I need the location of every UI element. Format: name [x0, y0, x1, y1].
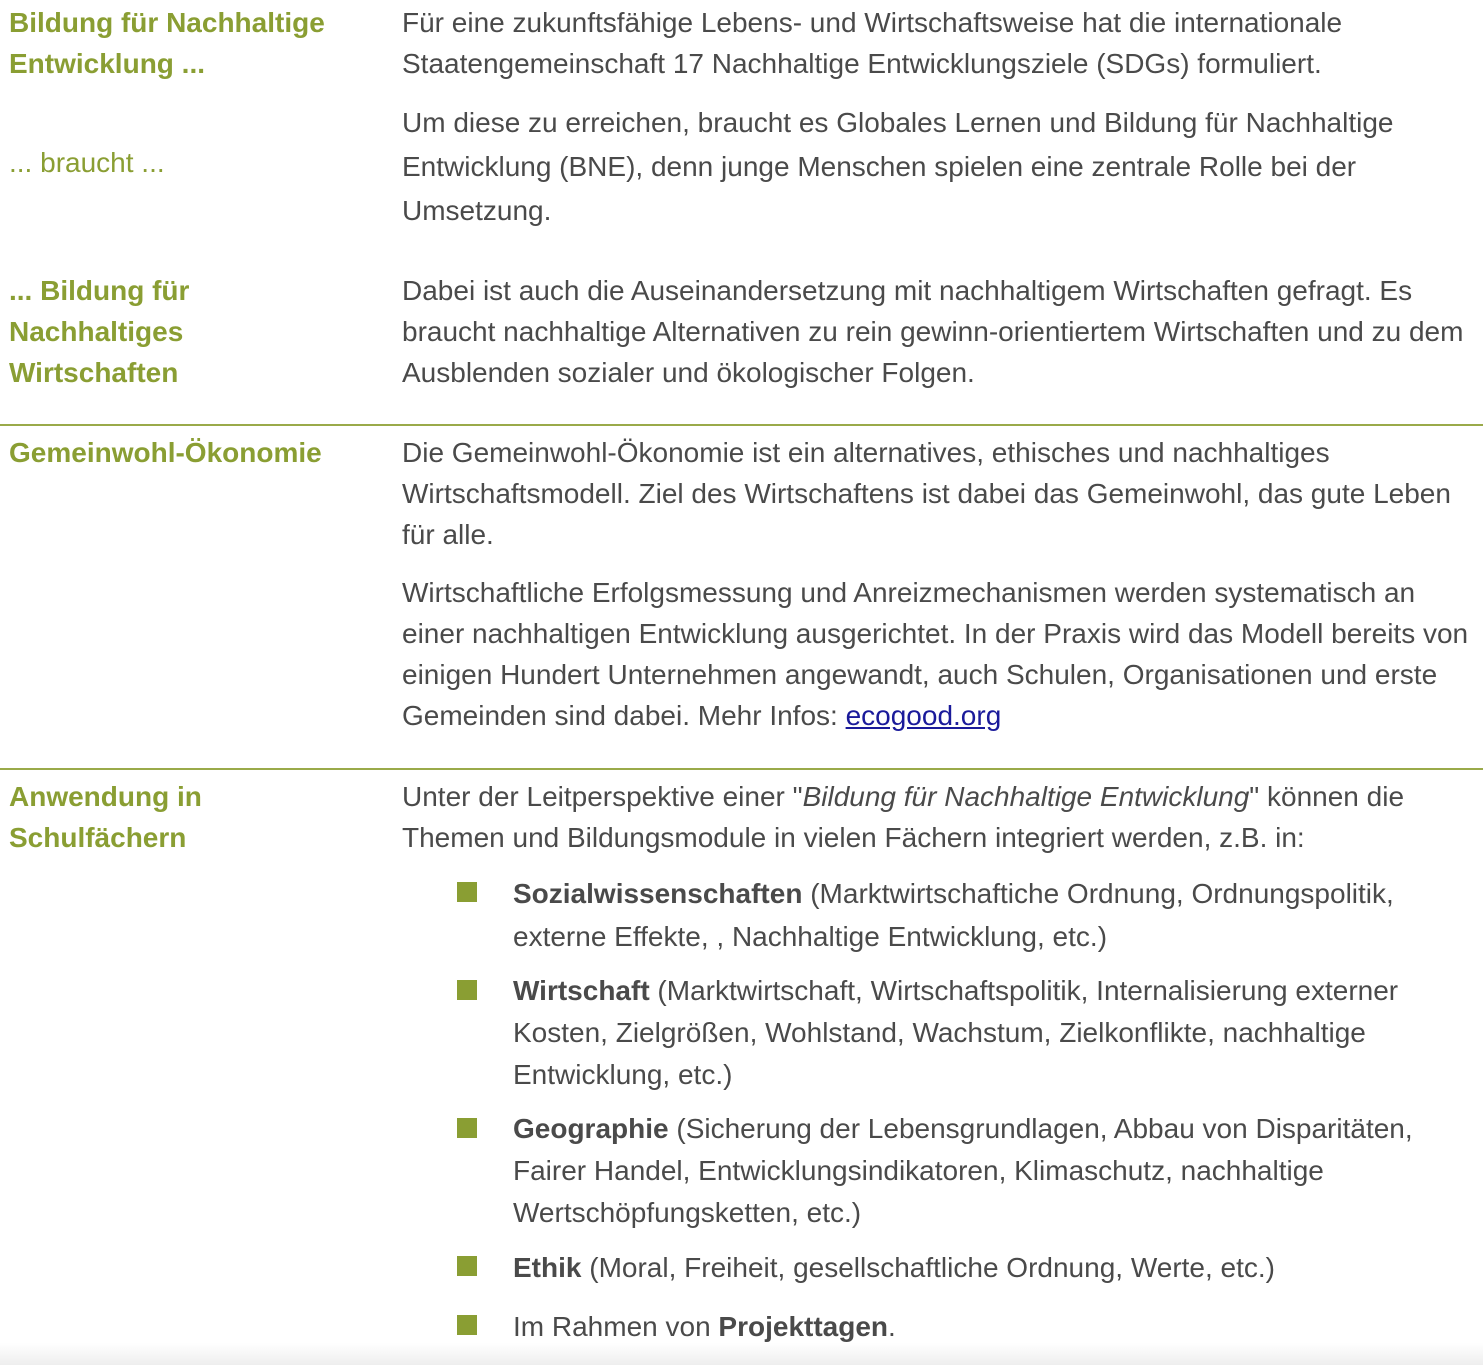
list-item: [457, 872, 1417, 958]
square-bullet-icon: [457, 980, 477, 1000]
paragraph-gemeinwohl-praxis-text: Wirtschaftliche Erfolgsmessung und Anreizmechanismen werden systematisch an einer nachhaltigen Entwicklung ausgerichtet. In der Praxis wird das Modell bereits von einigen Hundert Unternehmen angewandt, auch Schulen, Organisationen und erste Gemeinden sind dabei. Mehr Infos:: [402, 577, 1469, 731]
square-bullet-icon: [457, 1118, 477, 1138]
paragraph-leitperspektive: [402, 776, 1477, 858]
subject-name: Wirtschaft: [513, 975, 650, 1006]
paragraph-sdgs: Für eine zukunftsfähige Lebens- und Wirtschaftsweise hat die internationale Staatengemeinschaft 17 Nachhaltige Entwicklungsziele (SDGs) formuliert.: [402, 7, 1343, 79]
subject-detail: (Marktwirtschaftiche Ordnung, Ordnungspolitik, externe Effekte, , Nachhaltige Entwicklung, etc.): [513, 878, 1394, 952]
section-bne: [0, 0, 1483, 424]
square-bullet-icon: [457, 1315, 477, 1335]
list-item: [457, 970, 1417, 1096]
paragraph-wirtschaften: Dabei ist auch die Auseinandersetzung mit nachhaltigem Wirtschaften gefragt. Es braucht nachhaltige Alternativen zu rein gewinn-orientiertem Wirtschaften und zu dem Ausblenden sozialer und ökologischer Folgen.: [402, 275, 1464, 388]
subject-name: Sozialwissenschaften: [513, 878, 803, 909]
subject-name: Ethik: [513, 1252, 582, 1283]
heading-bildung-wirtschaften: ... Bildung für Nachhaltiges Wirtschaften: [9, 275, 190, 388]
ecogood-link[interactable]: ecogood.org: [845, 700, 1002, 731]
list-item-text-end: .: [888, 1311, 896, 1342]
heading-bne: Bildung für Nachhaltige Entwicklung ...: [9, 7, 325, 79]
paragraph-gemeinwohl-praxis: [402, 572, 1480, 736]
subject-detail: (Marktwirtschaft, Wirtschaftspolitik, Internalisierung externer Kosten, Zielgrößen, Wohlstand, Wachstum, Zielkonflikte, nachhaltige Entwicklung, etc.): [513, 975, 1399, 1090]
subject-detail: (Sicherung der Lebensgrundlagen, Abbau von Disparitäten, Fairer Handel, Entwicklungsindikatoren, Klimaschutz, nachhaltige Wertschöpfungsketten, etc.): [513, 1113, 1413, 1228]
intro-text: Unter der Leitperspektive einer ": [402, 781, 803, 812]
list-item-text: Im Rahmen von: [513, 1311, 719, 1342]
list-item: [457, 1108, 1417, 1234]
square-bullet-icon: [457, 1256, 477, 1276]
intro-text-end: " können die Themen und Bildungsmodule in vielen Fächern integriert werden, z.B. in:: [402, 781, 1405, 853]
paragraph-gemeinwohl-intro: Die Gemeinwohl-Ökonomie ist ein alternatives, ethisches und nachhaltiges Wirtschaftsmodell. Ziel des Wirtschaftens ist dabei das Gemeinwohl, das gute Leben für alle.: [402, 437, 1451, 550]
list-item: [457, 1305, 1417, 1348]
list-item: [457, 1246, 1417, 1289]
intro-italic: Bildung für Nachhaltige Entwicklung: [802, 781, 1250, 812]
section-schulfaecher: [0, 770, 1483, 1369]
section-gemeinwohl: [0, 426, 1483, 768]
list-item-bold: Projekttagen: [718, 1311, 889, 1342]
heading-braucht: ... braucht ...: [9, 147, 165, 178]
subject-detail: (Moral, Freiheit, gesellschaftliche Ordnung, Werte, etc.): [581, 1252, 1276, 1283]
subject-name: Geographie: [513, 1113, 669, 1144]
paragraph-bne: Um diese zu erreichen, braucht es Globales Lernen und Bildung für Nachhaltige Entwicklung (BNE), denn junge Menschen spielen eine zentrale Rolle bei der Umsetzung.: [402, 107, 1394, 226]
subjects-list: [457, 872, 1417, 1348]
schulfaecher-content: [402, 776, 1477, 1342]
heading-schulfaecher: Anwendung in Schulfächern: [9, 781, 202, 853]
bottom-fade: [0, 1343, 1483, 1365]
heading-gemeinwohl: Gemeinwohl-Ökonomie: [9, 437, 322, 468]
square-bullet-icon: [457, 882, 477, 902]
